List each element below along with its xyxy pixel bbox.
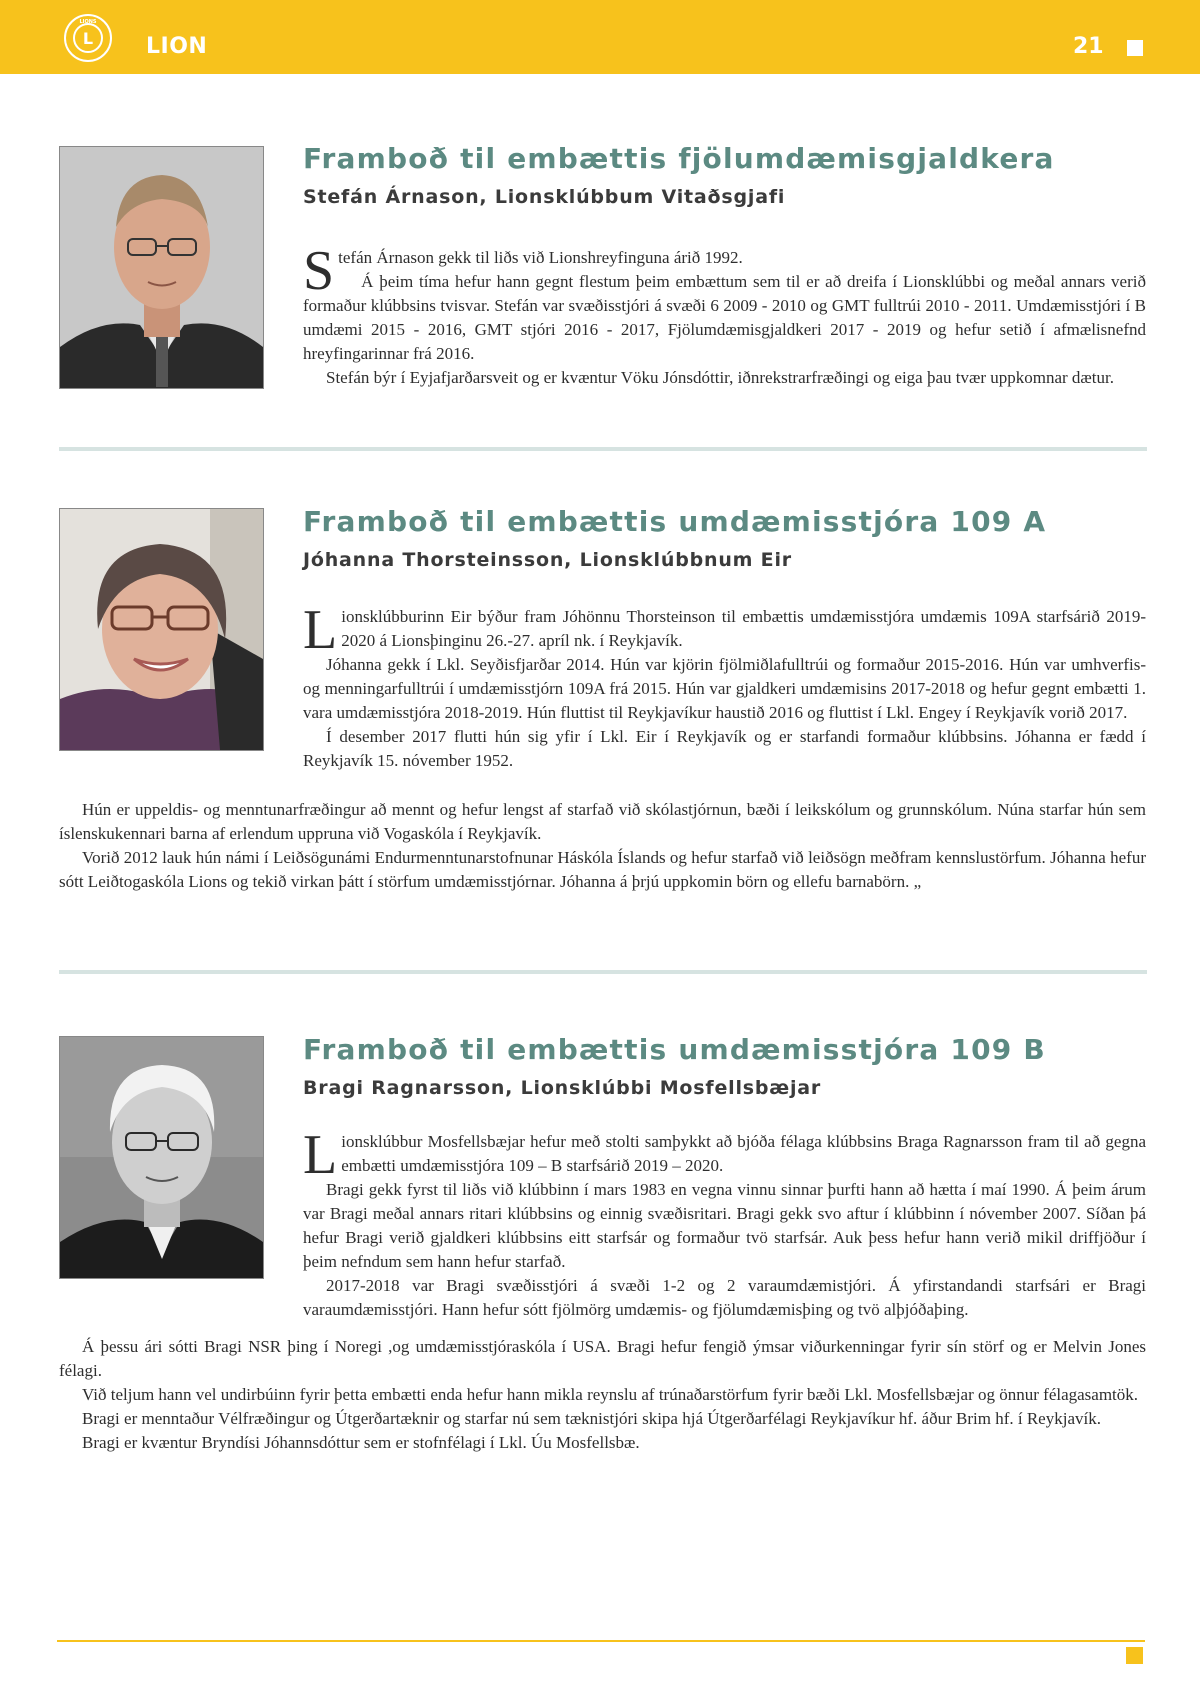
page-number: 21 [1073,34,1104,59]
photo-stefan-arnason [59,146,264,389]
paragraph: ionsklúbbur Mosfellsbæjar hefur með stolti samþykkt að bjóða félaga klúbbsins Braga Ragnarsson fram til að gegna embætti umdæmisstjóra 109 – B starfsárið 2019 – 2020. [341,1132,1146,1175]
article-title: Framboð til embættis fjölumdæmisgjaldkera [303,142,1055,175]
paragraph: Jóhanna gekk í Lkl. Seyðisfjarðar 2014. Hún var kjörin fjölmiðlafulltrúi og formaður 2015-2016. Hún var umhverfis- og menningarfulltrúi í umdæmisstjórn 109A frá 2015. Hún var gjaldkeri umdæmisins 2017-2018 og hefur gegnt embætti 1. vara umdæmisstjóra 2018-2019. Hún fluttist til Reykjavíkur haustið 2016 og fluttist í Lkl. Engey í Reykjavík vorið 2017. [303,655,1146,722]
paragraph: Í desember 2017 flutti hún sig yfir í Lkl. Eir í Reykjavík og er starfandi formaður klúbbsins. Jóhanna er fædd í Reykjavík 15. nóvember 1952. [303,727,1146,770]
article-body [303,599,1146,773]
article-body-full-width [59,1335,1146,1455]
paragraph: Stefán býr í Eyjafjarðarsveit og er kvæntur Vöku Jónsdóttir, iðnrekstrarfræðingi og eiga þau tvær uppkomnar dætur. [326,368,1114,387]
lions-logo [64,14,112,62]
article-subtitle: Stefán Árnason, Lionsklúbbum Vitaðsgjafi [303,186,786,208]
article-subtitle: Bragi Ragnarsson, Lionsklúbbi Mosfellsbæjar [303,1077,822,1099]
article-body [303,1124,1146,1322]
paragraph: ionsklúbburinn Eir býður fram Jóhönnu Thorsteinson til embættis umdæmisstjóra umdæmis 109A starfsárið 2019-2020 á Lionsþinginu 26.-27. apríl nk. í Reykjavík. [341,607,1146,650]
svg-text:L: L [82,29,94,48]
paragraph: Bragi gekk fyrst til liðs við klúbbinn í mars 1983 en vegna vinnu sinnar þurfti hann að hætta í maí 1990. Á þeim árum var Bragi meðal annars ritari klúbbsins og einnig svæðisritari. Bragi gekk svo aftur í klúbbinn í nóvember 2007. Síðan þá hefur Bragi verið gjaldkeri klúbbsins eitt starfsár og formaður tvö starfsár. Auk þess hefur hann verið mikil driffjöður í þeim nefndum sem hann hefur starfað. [303,1180,1146,1271]
drop-cap: L [303,599,338,661]
paragraph: 2017-2018 var Bragi svæðisstjóri á svæði 1-2 og 2 varaumdæmistjóri. Á yfirstandandi starfsári er Bragi varaumdæmisstjóri. Hann hefur sótt fjölmörg umdæmis- og fjölumdæmisþing og tvö alþjóðaþing. [303,1276,1146,1319]
section-divider [59,447,1147,451]
magazine-title: LION [146,34,208,59]
article-title: Framboð til embættis umdæmisstjóra 109 A [303,505,1047,538]
article-subtitle: Jóhanna Thorsteinsson, Lionsklúbbnum Eir [303,549,792,571]
drop-cap: S [303,240,335,302]
page-header [0,0,1200,74]
photo-johanna-thorsteinsson [59,508,264,751]
paragraph: tefán Árnason gekk til liðs við Lionshreyfinguna árið 1992. [338,248,743,267]
logo-text: LIONS [79,19,97,25]
paragraph: Bragi er menntaður Vélfræðingur og Útgerðartæknir og starfar nú sem tæknistjóri skipa hjá Útgerðarfélagi Reykjavíkur hf. áður Brim hf. í Reykjavík. [82,1409,1101,1428]
paragraph: Hún er uppeldis- og menntunarfræðingur að mennt og hefur lengst af starfað við skólastjórnun, bæði í leikskólum og grunnskólum. Núna starfar hún sem íslenskukennari barna af erlendum uppruna við Vogaskóla í Reykjavík. [59,800,1146,843]
article-body [303,240,1146,390]
paragraph: Við teljum hann vel undirbúinn fyrir þetta embætti enda hefur hann mikla reynslu af trúnaðarstörfum fyrir bæði Lkl. Mosfellsbæjar og önnur félagasamtök. [82,1385,1139,1404]
paragraph: Á þeim tíma hefur hann gegnt flestum þeim embættum sem til er að dreifa í Lionsklúbbi og meðal annars verið formaður klúbbsins tvisvar. Stefán var svæðisstjóri á svæði 6 2009 - 2010 og GMT fulltrúi 2010 - 2011. Umdæmisstjóri í B umdæmi 2015 - 2016, GMT stjóri 2016 - 2017, Fjölumdæmisgjaldkeri 2017 - 2019 og hefur setið í afmælisnefnd hreyfingarinnar frá 2016. [303,272,1146,363]
footer-square-marker [1126,1647,1143,1664]
paragraph: Á þessu ári sótti Bragi NSR þing í Noregi ,og umdæmisstjóraskóla í USA. Bragi hefur fengið ýmsar viðurkenningar fyrir sín störf og er Melvin Jones félagi. [59,1337,1146,1380]
paragraph: Bragi er kvæntur Bryndísi Jóhannsdóttur sem er stofnfélagi í Lkl. Úu Mosfellsbæ. [82,1433,640,1452]
header-square-marker [1127,40,1143,56]
section-divider [59,970,1147,974]
drop-cap: L [303,1124,338,1186]
article-body-full-width [59,798,1146,894]
footer-rule [57,1640,1145,1642]
article-title: Framboð til embættis umdæmisstjóra 109 B [303,1033,1046,1066]
paragraph: Vorið 2012 lauk hún námi í Leiðsögunámi Endurmenntunarstofnunar Háskóla Íslands og hefur starfað við leiðsögn meðfram kennslustörfum. Jóhanna hefur sótt Leiðtogaskóla Lions og tekið virkan þátt í störfum umdæmisstjórnar. Jóhanna á þrjú uppkomin börn og ellefu barnabörn. „ [59,848,1146,891]
photo-bragi-ragnarsson [59,1036,264,1279]
